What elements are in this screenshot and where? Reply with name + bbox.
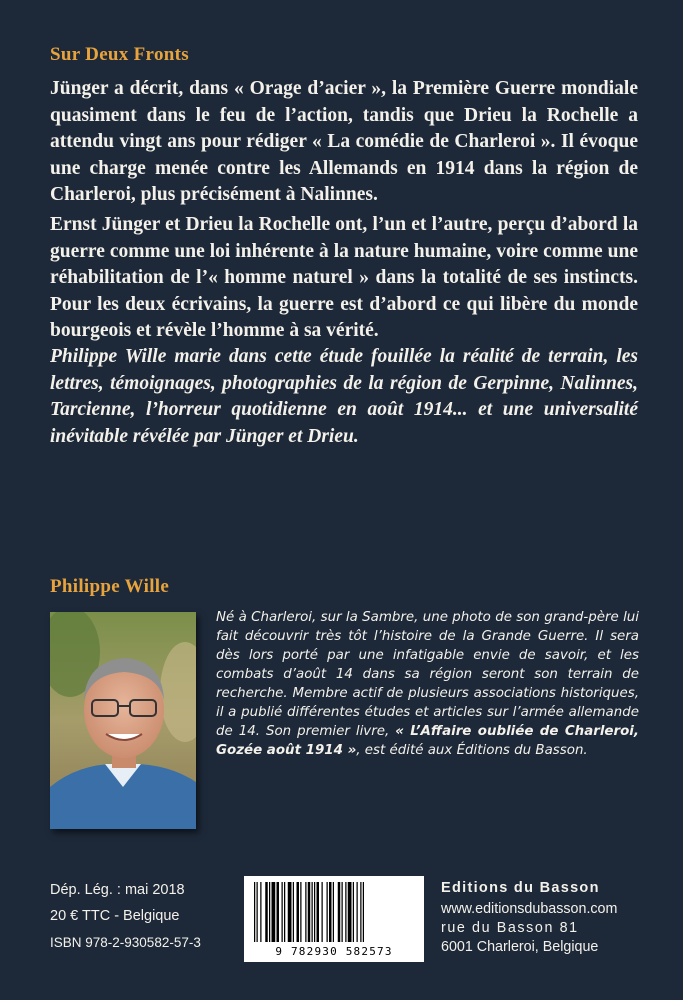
barcode-bar (327, 882, 328, 942)
barcode-bar (288, 882, 292, 942)
barcode-bar (357, 882, 358, 942)
author-bio (216, 608, 639, 760)
bio-book-title: « L’Affaire oubliée de Charleroi, Gozée août 1914 » (216, 724, 639, 758)
barcode-bar (333, 882, 334, 942)
barcode-bar (282, 882, 283, 942)
barcode-bar (272, 882, 276, 942)
section-title: Sur Deux Fronts (50, 44, 189, 65)
barcode-bar (284, 882, 285, 942)
barcode-bar (353, 882, 354, 942)
barcode-bar (254, 882, 255, 942)
theme-paragraph: Ernst Jünger et Drieu la Rochelle ont, l’un et l’autre, perçu d’abord la guerre comme une loi inhérente à la nature humaine, voire comme une réhabilitation de l’« homme naturel » dans la totalité de ses instincts. Pour les deux écrivains, la guerre est d’abord ce qui libère du monde bourgeois et révèle l’homme à sa vérité. (50, 214, 638, 341)
barcode-bar (322, 882, 323, 942)
publisher-name: Editions du Basson (441, 880, 600, 896)
study-paragraph: Philippe Wille marie dans cette étude fouillée la réalité de terrain, les lettres, témoignages, photographies de la région de Gerpinne, Nalinnes, Tarcienne, l’horreur quotidienne en août 1914... et une universalité inévitable révélée par Jünger et Drieu. (50, 346, 638, 447)
publisher-street: rue du Basson 81 (441, 920, 579, 936)
isbn-label: ISBN 978-2-930582-57-3 (50, 935, 201, 950)
author-title: Philippe Wille (50, 576, 170, 597)
barcode-bar (257, 882, 258, 942)
barcode-bar (317, 882, 320, 942)
barcode-number: 9 782930 582573 (275, 945, 393, 958)
publisher-website: www.editionsdubasson.com (441, 901, 618, 917)
barcode-bar (338, 882, 341, 942)
barcode-bar (300, 882, 301, 942)
barcode-bar (314, 882, 315, 942)
barcode-bar (269, 882, 270, 942)
intro-paragraph: Jünger a décrit, dans « Orage d’acier », la Première Guerre mondiale quasiment dans le feu de l’action, tandis que Drieu la Rochelle a attendu vingt ans pour rédiger « La comédie de Charleroi ». Il évoque une charge menée contre les Allemands en 1914 dans la région de Charleroi, plus précisément à Nalinnes. (50, 78, 638, 205)
barcode-bar (360, 882, 361, 942)
barcode-bar (260, 882, 261, 942)
bio-text-start: Né à Charleroi, sur la Sambre, une photo de son grand-père lui fait découvrir très tôt l’histoire de la Grande Guerre. Il sera dès lors porté par une infatigable envie de savoir, et les combats d’août 14 dans sa région seront son terrain de recherche. Membre actif de plusieurs associations historiques, il a publié différentes études et articles sur l’armée allemande de 14. Son premier livre, (216, 610, 639, 739)
barcode-bar (293, 882, 294, 942)
publisher-block (441, 880, 641, 957)
barcode-bar (342, 882, 343, 942)
barcode-bar (348, 882, 352, 942)
barcode-bar (297, 882, 300, 942)
publisher-city: 6001 Charleroi, Belgique (441, 939, 599, 955)
barcode-bar (308, 882, 311, 942)
barcode-bar (312, 882, 313, 942)
barcode-bar (329, 882, 332, 942)
barcode-bar (363, 882, 364, 942)
author-photo (50, 612, 196, 829)
bio-text-end: , est édité aux Éditions du Basson. (356, 743, 588, 758)
legal-deposit: Dép. Lég. : mai 2018 (50, 882, 185, 898)
price-label: 20 € TTC - Belgique (50, 908, 180, 924)
barcode-bar (345, 882, 346, 942)
barcode-bar (305, 882, 306, 942)
barcode-bar (265, 882, 268, 942)
barcode-bar (277, 882, 280, 942)
